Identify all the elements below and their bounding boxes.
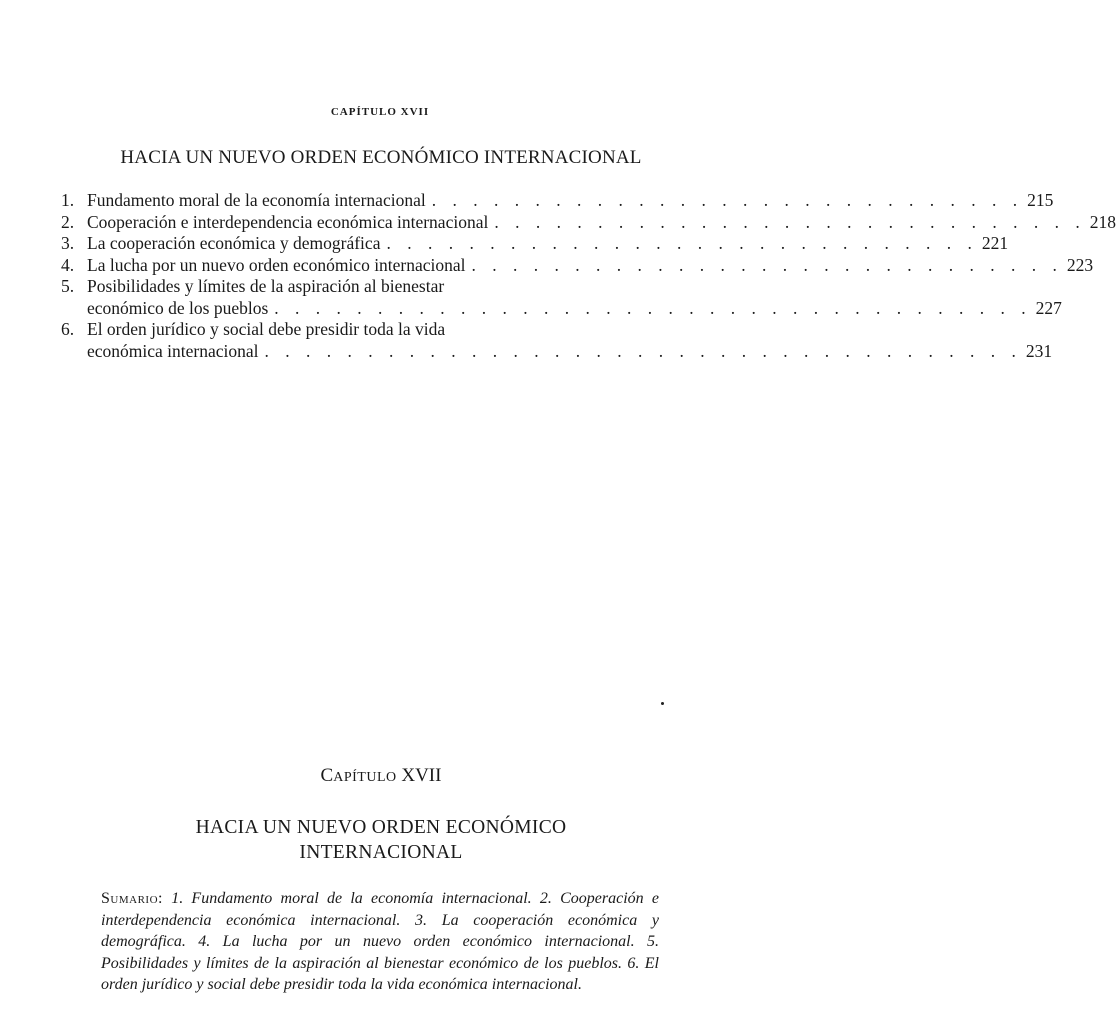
chapter-summary (101, 888, 659, 996)
toc-entry-continuation (61, 297, 1062, 320)
toc-entry-page: 227 (1035, 297, 1062, 318)
toc-entry-page: 215 (1027, 190, 1054, 210)
toc-entry-page: 223 (1066, 254, 1094, 275)
toc-entry-number: 1. (61, 190, 75, 210)
toc-entry-continuation (61, 340, 1053, 363)
toc-entry-text: La cooperación económica y demográfica (87, 233, 381, 253)
toc-leader-dots: . . . . . . . . . . . . . . . . . . . . . . . . . . . . . (431, 190, 1024, 210)
toc-entry-text: Cooperación e interdependencia económica internacional (87, 211, 489, 232)
chapter-title-line: HACIA UN NUEVO ORDEN ECONÓMICO (195, 817, 567, 838)
toc-entry-text: Posibilidades y límites de la aspiración al bienestar (87, 276, 445, 296)
toc-entry-number: 2. (61, 211, 75, 232)
toc-entry-number: 3. (61, 233, 75, 253)
chapter-heading-word: APÍTULO (333, 770, 397, 785)
chapter-heading-initial: C (320, 765, 334, 786)
toc-leader-dots: . . . . . . . . . . . . . . . . . . . . . . . . . . . . . (386, 233, 978, 253)
toc-entry-text-continued: económica internacional (87, 340, 259, 361)
chapter-heading-number: XVII (401, 765, 442, 786)
toc-chapter-label: CAPÍTULO XVII (330, 106, 430, 118)
toc-entry (61, 233, 1009, 255)
table-of-contents (61, 190, 1116, 362)
toc-chapter-title: HACIA UN NUEVO ORDEN ECONÓMICO INTERNACIONAL (120, 147, 642, 168)
chapter-title-line: INTERNACIONAL (299, 842, 463, 863)
toc-entry-number: 4. (61, 254, 75, 275)
toc-entry (61, 319, 711, 341)
chapter-title (0, 815, 762, 865)
toc-entry (61, 190, 1054, 212)
toc-leader-dots: . . . . . . . . . . . . . . . . . . . . . . . . . . . . . . . . . . . . . (264, 340, 1022, 361)
toc-entry-text: El orden jurídico y social debe presidir toda la vida (87, 319, 446, 339)
toc-entry-number: 6. (61, 319, 75, 339)
toc-entry-text-continued: económico de los pueblos (87, 297, 269, 318)
toc-entry-text: La lucha por un nuevo orden económico internacional (87, 254, 466, 275)
toc-entry-page: 221 (981, 233, 1009, 253)
toc-entry-page: 218 (1089, 211, 1116, 232)
toc-leader-dots: . . . . . . . . . . . . . . . . . . . . . . . . . . . . . (471, 254, 1063, 275)
toc-entry (61, 211, 1116, 234)
chapter-heading (0, 765, 762, 787)
toc-entry-text: Fundamento moral de la economía internacional (87, 190, 426, 210)
summary-text: 1. Fundamento moral de la economía internacional. 2. Cooperación e interdependencia económica internacional. 3. La cooperación económica y demográfica. 4. La lucha por un nuevo orden económico internacional. 5. Posibilidades y límites de la aspiración al bienestar económico de los pueblos. 6. El orden jurídico y social debe presidir toda la vida económica internacional. (101, 890, 659, 993)
toc-entry-number: 5. (61, 276, 75, 296)
toc-entry (61, 254, 1094, 277)
scan-speck (661, 702, 664, 705)
toc-entry (61, 276, 711, 298)
toc-leader-dots: . . . . . . . . . . . . . . . . . . . . . . . . . . . . . (494, 211, 1086, 232)
toc-entry-page: 231 (1025, 340, 1053, 361)
summary-label: Sumario: (101, 890, 163, 907)
toc-leader-dots: . . . . . . . . . . . . . . . . . . . . . . . . . . . . . . . . . . . . . (274, 297, 1032, 318)
